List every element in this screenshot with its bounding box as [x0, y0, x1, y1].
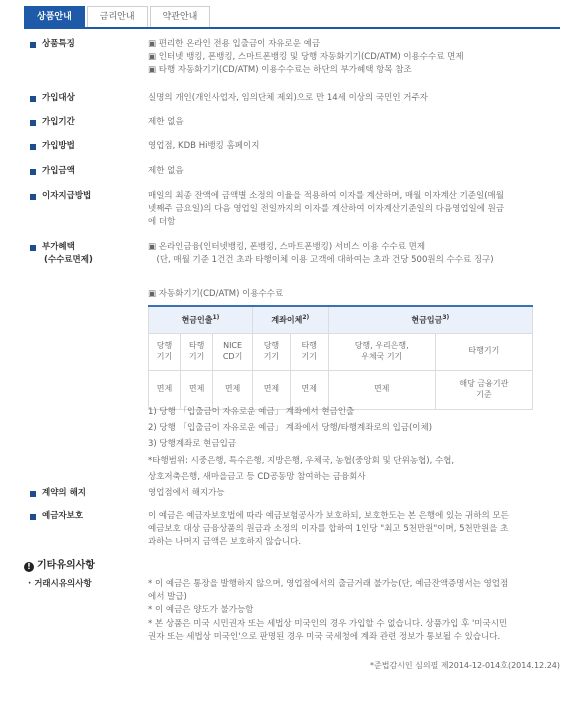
row-value: 제한 없음	[148, 117, 184, 127]
row-label: 가입금액	[24, 165, 144, 178]
row-label: 예금자보호	[24, 510, 144, 523]
caution-value	[148, 578, 558, 644]
table-cell: 해당 금융기관 기준	[435, 370, 532, 409]
row-value: ▣ 온라인금융(인터넷뱅킹, 폰뱅킹, 스마트폰뱅킹) 서비스 이용 수수료 면제 (단, 매월 기준 1건건 초과 타행이체 이용 고객에 대하여는 초과 건당 500원의 수수료 징구)	[148, 242, 494, 266]
bullet-square-icon	[30, 245, 36, 251]
footnote-line: 1) 당행 「입출금이 자유로운 예금」 계좌에서 현금인출	[148, 407, 355, 417]
caution-label: · 거래시유의사항	[28, 579, 92, 589]
tab-bar	[24, 6, 212, 27]
tab-product-info[interactable]: 상품안내	[24, 6, 85, 27]
row-label: 가입대상	[24, 92, 144, 105]
table-cell: 면제	[181, 370, 213, 409]
row-label: 이자지급방법	[24, 190, 144, 203]
caution-line: 에서 발급)	[148, 592, 187, 603]
table-cell: 면제	[253, 370, 291, 409]
bullet-square-icon	[30, 144, 36, 150]
compliance-note: *준법감시인 심의필 제2014-12-014호(2014.12.24)	[370, 661, 560, 670]
table-subheader: 타행 기기	[181, 333, 213, 370]
bullet-square-icon	[30, 42, 36, 48]
group-cash-withdrawal: 현금인출$^{1)}$	[149, 306, 253, 333]
row-value: 이 예금은 예금자보호법에 따라 예금보험공사가 보호하되, 보호한도는 본 은행에 있는 귀하의 모든 예금보호 대상 금융상품의 원금과 소정의 이자를 합하여 1인당 "최고 5천만원"이며, 5천만원을 초 과하는 나머지 금액은 보호하지 않습니다.	[148, 511, 509, 548]
footnote-line: *타행범위: 시중은행, 특수은행, 지방은행, 우체국, 농협(중앙회 및 단위농협), 수협,	[148, 455, 455, 466]
atm-fee-table	[148, 305, 533, 410]
table-subheader: 당행 기기	[149, 333, 181, 370]
table-subheader: 당행, 우리은행, 우체국 기기	[328, 333, 435, 370]
table-subheader: 당행 기기	[253, 333, 291, 370]
bullet-square-icon	[30, 96, 36, 102]
bullet-square-icon	[30, 169, 36, 175]
footnote-line: 3) 당행계좌로 현금입금	[148, 439, 237, 450]
bullet-square-icon	[30, 120, 36, 126]
caution-line: * 이 예금은 통장을 발행하지 않으며, 영업점에서의 출금거래 불가능(단, 예금잔액증명서는 영업점	[148, 579, 509, 589]
bullet-square-icon	[30, 194, 36, 200]
row-label: 부가혜택 (수수료면제)	[24, 241, 144, 267]
caution-line: * 본 상품은 미국 시민권자 또는 세법상 미국인의 경우 가입할 수 없습니다. 상품가입 후 '미국시민	[148, 618, 508, 629]
row-label: 가입방법	[24, 140, 144, 153]
table-cell: 면제	[328, 370, 435, 409]
row-label: 계약의 해지	[24, 487, 144, 500]
row-value: 제한 없음	[148, 166, 184, 176]
footnotes	[148, 406, 548, 487]
table-subheader: NICE CD기	[213, 333, 253, 370]
row-label: 가입기간	[24, 116, 144, 129]
row-value: 영업점, KDB Hi뱅킹 홈페이지	[148, 141, 260, 151]
footnote-line: 상호저축은행, 새마을금고 등 CD공동망 참여하는 금융회사	[148, 471, 366, 482]
caution-line: * 이 예금은 양도가 불가능함	[148, 605, 254, 616]
info-icon: !	[24, 562, 34, 572]
table-cell: 면제	[149, 370, 181, 409]
table-cell: 면제	[290, 370, 328, 409]
bullet-square-icon	[30, 491, 36, 497]
row-value: 영업점에서 해지가능	[148, 488, 225, 498]
group-transfer: 계좌이체$^{2)}$	[253, 306, 329, 333]
row-value: 실명의 개인(개인사업자, 임의단체 제외)으로 만 14세 이상의 국민인 거주자	[148, 93, 428, 103]
tab-underline	[24, 27, 560, 29]
footnote-line: 2) 당행 「입출금이 자유로운 예금」 계좌에서 당행/타행계좌로의 입금(이체)	[148, 423, 433, 434]
caution-line: 권자 또는 세법상 미국인'으로 판명된 경우 미국 국세청에 계좌 관련 정보가 통보될 수 있습니다.	[148, 631, 501, 642]
row-value: 매일의 최종 잔액에 금액별 소정의 이율을 적용하여 이자를 계산하며, 매월 이자계산 기준일(매월 넷째주 금요일)의 다음 영업일 전일까지의 이자를 계산하여 이자계산기준일의 다음영업일에 원금 에 더함	[148, 191, 505, 228]
group-cash-deposit: 현금입금$^{3)}$	[328, 306, 532, 333]
atm-fee-title: ▣ 자동화기기(CD/ATM) 이용수수료	[148, 289, 284, 299]
table-subheader: 타행기기	[435, 333, 532, 370]
table-subheader: 타행 기기	[290, 333, 328, 370]
row-label: 상품특징	[24, 38, 144, 51]
table-cell: 면제	[213, 370, 253, 409]
row-value: ▣ 편리한 온라인 전용 입출금이 자유로운 예금 ▣ 인터넷 뱅킹, 폰뱅킹, 스마트폰뱅킹 및 당행 자동화기기(CD/ATM) 이용수수료 면제 ▣ 타행 자동화기기(CD/ATM) 이용수수료는 하단의 부가혜택 항목 참조	[148, 39, 464, 76]
bullet-square-icon	[30, 514, 36, 520]
tab-terms-info[interactable]: 약관안내	[150, 6, 211, 27]
tab-interest-info[interactable]: 금리안내	[87, 6, 148, 27]
section-title: ! 기타유의사항	[24, 558, 95, 574]
